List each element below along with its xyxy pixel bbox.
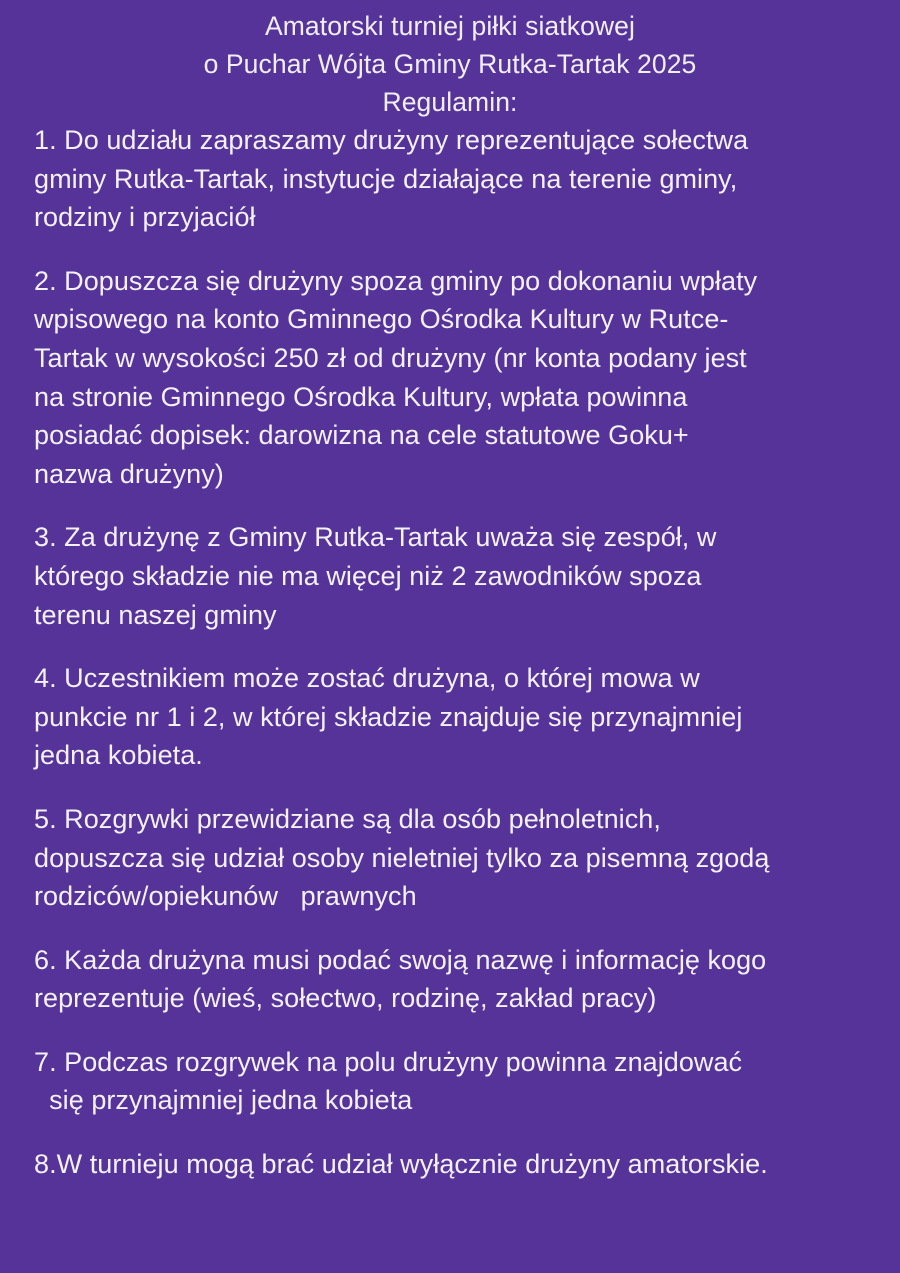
rule-line: którego składzie nie ma więcej niż 2 zawodników spoza — [34, 560, 702, 591]
rule-item-2 — [34, 262, 890, 494]
rule-line: gminy Rutka-Tartak, instytucje działające na terenie gminy, — [34, 163, 738, 194]
rule-line: 2. Dopuszcza się drużyny spoza gminy po dokonaniu wpłaty — [34, 265, 758, 296]
rule-line: 3. Za drużynę z Gminy Rutka-Tartak uważa się zespół, w — [34, 522, 717, 553]
rule-item-5 — [34, 800, 890, 916]
title-line-3: Regulamin: — [382, 87, 518, 117]
rule-line: terenu naszej gminy — [34, 599, 277, 630]
rule-line: 8.W turnieju mogą brać udział wyłącznie drużyny amatorskie. — [34, 1149, 768, 1180]
rule-line: Tartak w wysokości 250 zł od drużyny (nr konta podany jest — [34, 342, 747, 373]
rule-item-1 — [34, 121, 890, 237]
rule-item-7 — [34, 1043, 890, 1120]
rule-line: reprezentuje (wieś, sołectwo, rodzinę, zakład pracy) — [34, 983, 657, 1014]
rule-line: posiadać dopisek: darowizna na cele statutowe Goku+ — [34, 420, 689, 451]
rule-item-4 — [34, 659, 890, 775]
rule-line: 7. Podczas rozgrywek na polu drużyny powinna znajdować — [34, 1046, 743, 1077]
rule-item-6 — [34, 941, 890, 1018]
poster-title-block — [0, 0, 900, 121]
rule-line: 4. Uczestnikiem może zostać drużyna, o której mowa w — [34, 663, 700, 694]
rule-line: wpisowego na konto Gminnego Ośrodka Kultury w Rutce- — [34, 304, 729, 335]
rule-line: 5. Rozgrywki przewidziane są dla osób pełnoletnich, — [34, 803, 661, 834]
rule-item-8 — [34, 1145, 890, 1184]
rules-list — [0, 121, 900, 1184]
rule-line: rodziców/opiekunów prawnych — [34, 881, 417, 912]
rule-line: nazwa drużyny) — [34, 458, 224, 489]
rule-line: się przynajmniej jedna kobieta — [34, 1085, 413, 1116]
rule-item-3 — [34, 518, 890, 634]
rule-line: jedna kobieta. — [34, 740, 203, 771]
rule-line: 1. Do udziału zapraszamy drużyny reprezentujące sołectwa — [34, 125, 749, 155]
rule-line: na stronie Gminnego Ośrodka Kultury, wpłata powinna — [34, 381, 688, 412]
rule-line: rodziny i przyjaciół — [34, 202, 256, 233]
rule-line: 6. Każda drużyna musi podać swoją nazwę i informację kogo — [34, 944, 767, 975]
rule-line: dopuszcza się udział osoby nieletniej tylko za pisemną zgodą — [34, 842, 770, 873]
rule-line: punkcie nr 1 i 2, w której składzie znajduje się przynajmniej — [34, 701, 743, 732]
title-line-2: o Puchar Wójta Gminy Rutka-Tartak 2025 — [203, 49, 697, 79]
title-line-1: Amatorski turniej piłki siatkowej — [264, 11, 635, 41]
